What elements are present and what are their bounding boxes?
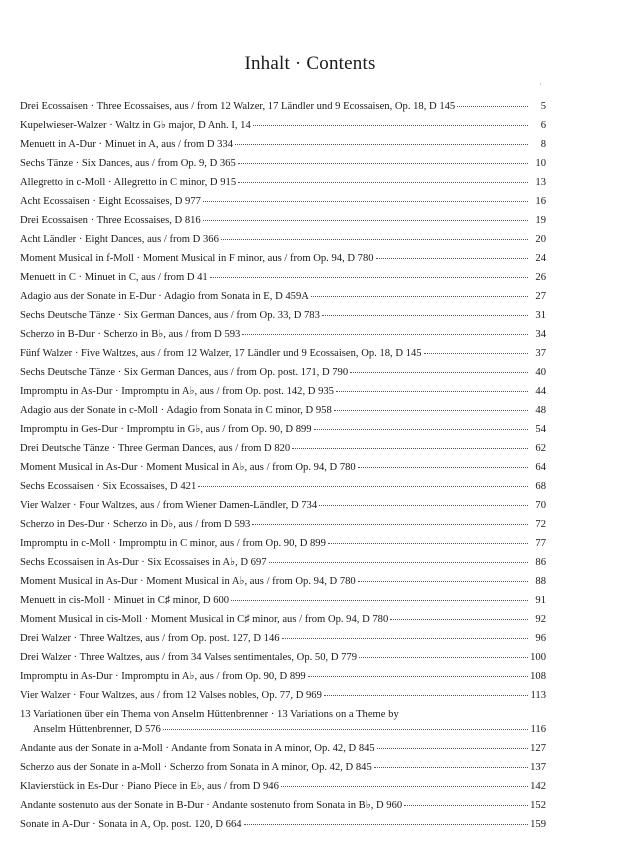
toc-entry-page: 116 [530, 724, 546, 735]
toc-entry [20, 173, 546, 192]
dot-leader [198, 485, 528, 487]
dot-leader [314, 428, 528, 430]
toc-entry-page: 37 [535, 348, 546, 359]
toc-entry-title: Klavierstück in Es-Dur · Piano Piece in E♭, aus / from D 946 [20, 781, 279, 792]
toc-entry-title: Impromptu in Ges-Dur · Impromptu in G♭, aus / from Op. 90, D 899 [20, 424, 312, 435]
toc-entry [20, 439, 546, 458]
toc-entry [20, 777, 546, 796]
toc-entry-title: 13 Variationen über ein Thema von Anselm Hüttenbrenner · 13 Variations on a Theme by [20, 709, 399, 720]
toc-entry-title: Impromptu in c-Moll · Impromptu in C minor, aus / from Op. 90, D 899 [20, 538, 326, 549]
dot-leader [390, 618, 528, 620]
toc-entry-title: Vier Walzer · Four Waltzes, aus / from 12 Valses nobles, Op. 77, D 969 [20, 690, 322, 701]
toc-entry-page: 34 [535, 329, 546, 340]
toc-entry-title: Vier Walzer · Four Waltzes, aus / from Wiener Damen-Ländler, D 734 [20, 500, 318, 511]
toc-entry-page: 5 [540, 101, 546, 112]
toc-entry [20, 610, 546, 629]
toc-entry [20, 230, 546, 249]
dot-leader [424, 352, 528, 354]
toc-entry-page: 27 [535, 291, 546, 302]
toc-entry-title: Impromptu in As-Dur · Impromptu in A♭, aus / from Op. post. 142, D 935 [20, 386, 334, 397]
toc-entry [20, 401, 546, 420]
toc-entry-page: 96 [535, 633, 546, 644]
toc-entry-page: 86 [535, 557, 546, 568]
toc-entry [20, 458, 546, 477]
toc-entry-page: 91 [535, 595, 546, 606]
toc-entry-title: Menuett in cis-Moll · Minuet in C♯ minor, D 600 [20, 595, 230, 606]
toc-entry-title: Andante aus der Sonate in a-Moll · Andante from Sonata in A minor, Op. 42, D 845 [20, 743, 375, 754]
toc-entry [20, 211, 546, 230]
toc-entry [20, 287, 546, 306]
dot-leader [376, 257, 528, 259]
toc-entry-page: 64 [535, 462, 546, 473]
toc-entry-title: Allegretto in c-Moll · Allegretto in C minor, D 915 [20, 177, 237, 188]
toc-entry [20, 154, 546, 173]
toc-entry-page: 137 [530, 762, 546, 773]
toc-entry-title: Moment Musical in cis-Moll · Moment Musical in C♯ minor, aus / from Op. 94, D 780 [20, 614, 389, 625]
toc-entry-title: Scherzo aus der Sonate in a-Moll · Scherzo from Sonata in A minor, Op. 42, D 845 [20, 762, 372, 773]
toc-entry-title: Kupelwieser-Walzer · Waltz in G♭ major, D Anh. I, 14 [20, 120, 251, 131]
dot-leader [238, 162, 528, 164]
toc-entry-title: Andante sostenuto aus der Sonate in B-Dur · Andante sostenuto from Sonata in B♭, D 960 [20, 800, 403, 811]
toc-entry-title: Drei Ecossaisen · Three Ecossaises, aus / from 12 Walzer, 17 Ländler und 9 Ecossaisen, Op. 18, D 145 [20, 101, 456, 112]
corner-mark: · [539, 80, 542, 89]
toc-entry [20, 325, 546, 344]
toc-entry [20, 496, 546, 515]
dot-leader [242, 333, 528, 335]
toc-entry-title: Menuett in A-Dur · Minuet in A, aus / from D 334 [20, 139, 234, 150]
toc-entry-title: Scherzo in B-Dur · Scherzo in B♭, aus / from D 593 [20, 329, 241, 340]
toc-entry-page: 31 [535, 310, 546, 321]
dot-leader [231, 599, 528, 601]
dot-leader [292, 447, 528, 449]
dot-leader [324, 694, 528, 696]
toc-entry [20, 97, 546, 116]
dot-leader [308, 675, 528, 677]
dot-leader [350, 371, 528, 373]
toc-entry [20, 815, 546, 834]
toc-entry-title: Adagio aus der Sonate in c-Moll · Adagio from Sonata in C minor, D 958 [20, 405, 332, 416]
dot-leader [221, 238, 528, 240]
toc-entry-page: 44 [535, 386, 546, 397]
toc-entry [20, 192, 546, 211]
dot-leader [328, 542, 528, 544]
toc-entry-page: 20 [535, 234, 546, 245]
toc-entry-title: Sechs Deutsche Tänze · Six German Dances, aus / from Op. post. 171, D 790 [20, 367, 349, 378]
toc-entry-page: 40 [535, 367, 546, 378]
toc-entry-page: 54 [535, 424, 546, 435]
toc-entry-page: 100 [530, 652, 546, 663]
toc-entry [20, 306, 546, 325]
toc-entry-page: 88 [535, 576, 546, 587]
toc-entry-title: Moment Musical in f-Moll · Moment Musical in F minor, aus / from Op. 94, D 780 [20, 253, 374, 264]
toc-entry [20, 686, 546, 705]
toc-entry-page: 77 [535, 538, 546, 549]
dot-leader [253, 124, 528, 126]
dot-leader [238, 181, 528, 183]
toc-entry-page: 142 [530, 781, 546, 792]
toc-entry [20, 629, 546, 648]
toc-entry [20, 135, 546, 154]
toc-entry-title: Fünf Walzer · Five Waltzes, aus / from 12 Walzer, 17 Ländler und 9 Ecossaisen, Op. 18, D 145 [20, 348, 422, 359]
toc-entry [20, 515, 546, 534]
toc-entry-title: Menuett in C · Minuet in C, aus / from D 41 [20, 272, 208, 283]
toc-entry-title: Drei Walzer · Three Waltzes, aus / from Op. post. 127, D 146 [20, 633, 280, 644]
dot-leader [282, 637, 528, 639]
toc-entry-title: Sechs Ecossaisen · Six Ecossaises, D 421 [20, 481, 197, 492]
dot-leader [281, 785, 528, 787]
dot-leader [358, 580, 528, 582]
toc-entry-page: 92 [535, 614, 546, 625]
toc-entry [20, 534, 546, 553]
dot-leader [203, 219, 528, 221]
toc-entry-page: 68 [535, 481, 546, 492]
toc-entry-title: Sonate in A-Dur · Sonata in A, Op. post. 120, D 664 [20, 819, 242, 830]
toc-entry-page: 127 [530, 743, 546, 754]
toc-entry-page: 159 [530, 819, 546, 830]
toc-entry [20, 116, 546, 135]
toc-entry-title: Moment Musical in As-Dur · Moment Musical in A♭, aus / from Op. 94, D 780 [20, 462, 356, 473]
dot-leader [311, 295, 528, 297]
dot-leader [244, 823, 528, 825]
toc-entry-page: 152 [530, 800, 546, 811]
dot-leader [252, 523, 528, 525]
toc-entry-title: Adagio aus der Sonate in E-Dur · Adagio from Sonata in E, D 459A [20, 291, 309, 302]
toc-entry [20, 667, 546, 686]
toc-entry [20, 477, 546, 496]
toc-entry-page: 48 [535, 405, 546, 416]
toc-entry-title: Drei Deutsche Tänze · Three German Dances, aus / from D 820 [20, 443, 291, 454]
toc-entry [20, 420, 546, 439]
toc-entry-page: 16 [535, 196, 546, 207]
dot-leader [203, 200, 528, 202]
page-title: Inhalt · Contents [244, 53, 376, 74]
toc-entry [20, 249, 546, 268]
toc-entry-page: 70 [535, 500, 546, 511]
dot-leader [377, 747, 528, 749]
toc-entry [20, 796, 546, 815]
dot-leader [163, 728, 528, 730]
dot-leader [235, 143, 528, 145]
toc-entry-page: 62 [535, 443, 546, 454]
toc-entry [20, 553, 546, 572]
toc-entry [20, 648, 546, 667]
dot-leader [374, 766, 528, 768]
toc-entry [20, 268, 546, 287]
toc-entry [20, 572, 546, 591]
toc-entry [20, 363, 546, 382]
toc-entry-page: 24 [535, 253, 546, 264]
toc-entry-page: 13 [535, 177, 546, 188]
toc-entry [20, 758, 546, 777]
toc-entry-title: Sechs Ecossaisen in As-Dur · Six Ecossaises in A♭, D 697 [20, 557, 267, 568]
dot-leader [322, 314, 528, 316]
toc-entry [20, 705, 546, 739]
toc-entry-title: Impromptu in As-Dur · Impromptu in A♭, aus / from Op. 90, D 899 [20, 671, 306, 682]
toc-entry-page: 6 [540, 120, 546, 131]
dot-leader [457, 105, 528, 107]
toc-entry [20, 344, 546, 363]
toc-entry [20, 591, 546, 610]
dot-leader [319, 504, 528, 506]
toc-entry-page: 10 [535, 158, 546, 169]
toc-entry-title: Sechs Tänze · Six Dances, aus / from Op. 9, D 365 [20, 158, 236, 169]
dot-leader [210, 276, 528, 278]
dot-leader [404, 804, 528, 806]
toc-entry-title: Sechs Deutsche Tänze · Six German Dances, aus / from Op. 33, D 783 [20, 310, 320, 321]
toc-entry-title: Scherzo in Des-Dur · Scherzo in D♭, aus / from D 593 [20, 519, 251, 530]
toc-entry-title-continued: Anselm Hüttenbrenner, D 576 [33, 724, 161, 735]
toc-entry-page: 108 [530, 671, 546, 682]
toc-entry-title: Drei Walzer · Three Waltzes, aus / from 34 Valses sentimentales, Op. 50, D 779 [20, 652, 358, 663]
toc-entry [20, 739, 546, 758]
toc-entry-title: Drei Ecossaisen · Three Ecossaises, D 816 [20, 215, 201, 226]
toc-entry-page: 113 [530, 690, 546, 701]
dot-leader [336, 390, 528, 392]
toc-entry-page: 19 [535, 215, 546, 226]
toc-entry-page: 8 [540, 139, 546, 150]
toc-entry-page: 72 [535, 519, 546, 530]
dot-leader [334, 409, 528, 411]
dot-leader [269, 561, 528, 563]
toc-entry-title: Acht Ländler · Eight Dances, aus / from D 366 [20, 234, 219, 245]
toc-entry-title: Acht Ecossaisen · Eight Ecossaises, D 977 [20, 196, 201, 207]
dot-leader [358, 466, 528, 468]
toc-entry-page: 26 [535, 272, 546, 283]
toc-entry-title: Moment Musical in As-Dur · Moment Musical in A♭, aus / from Op. 94, D 780 [20, 576, 356, 587]
toc-entry [20, 382, 546, 401]
dot-leader [359, 656, 528, 658]
table-of-contents [20, 97, 546, 834]
